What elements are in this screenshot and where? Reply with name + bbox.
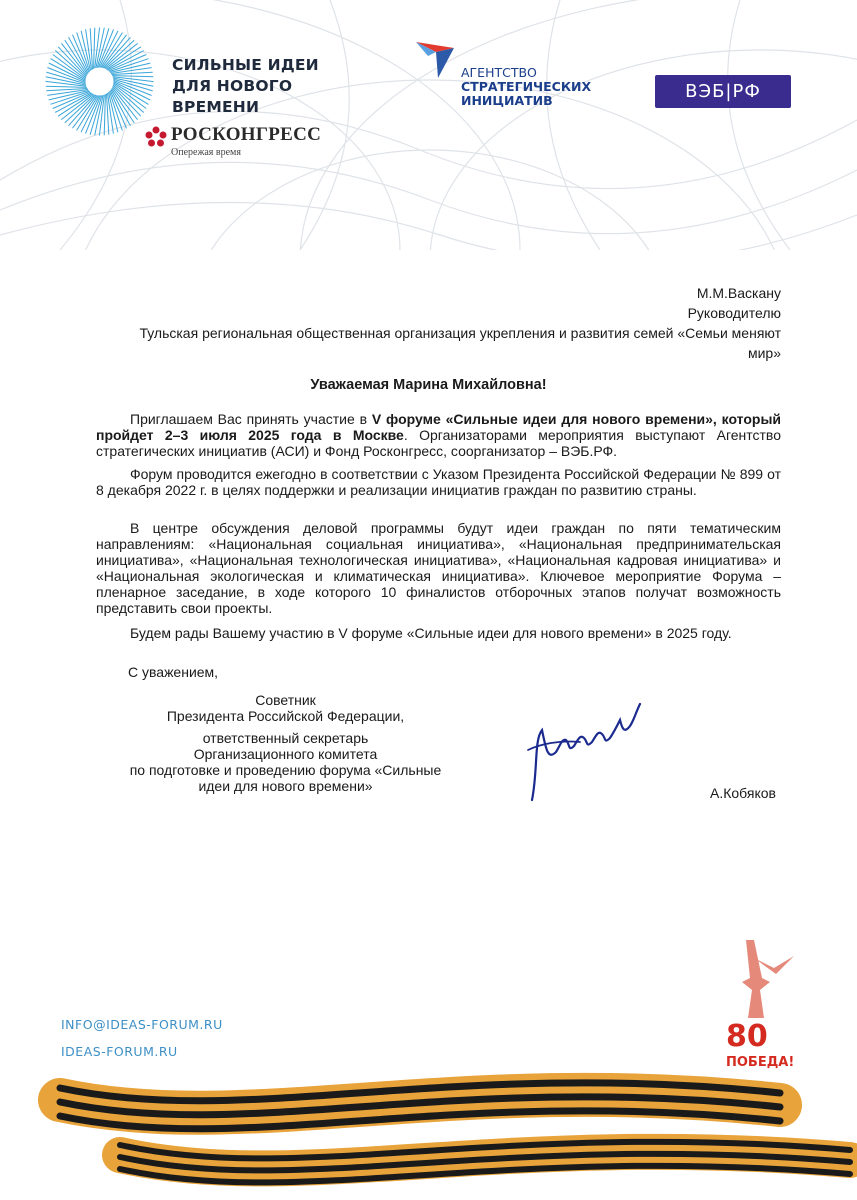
burst-ray <box>112 76 153 77</box>
addressee-block <box>139 283 781 363</box>
forum-logo-line2: ДЛЯ НОВОГО <box>172 77 293 95</box>
roscongress-flower-icon <box>145 126 167 148</box>
handwritten-signature <box>520 690 650 810</box>
signer-line3: ответственный секретарь <box>202 730 369 746</box>
closing: С уважением, <box>128 664 219 680</box>
victory-80-badge <box>724 938 804 1078</box>
greeting: Уважаемая Марина Михайловна! <box>310 377 547 393</box>
addressee-org-line1: Тульская региональная общественная организация укрепления и развития семей «Семьи меняют <box>139 325 781 341</box>
forum-logo-line1: СИЛЬНЫЕ ИДЕИ <box>172 56 319 74</box>
contact-website[interactable]: IDEAS-FORUM.RU <box>61 1044 178 1059</box>
letter-paragraph-3 <box>96 520 781 616</box>
forum-logo-line3: ВРЕМЕНИ <box>172 98 260 116</box>
asi-line3: ИНИЦИАТИВ <box>461 93 553 108</box>
p3-text: В центре обсуждения деловой программы будут идеи граждан по пяти тематическим направлениям: «Национальная социальная инициатива», «Национальная предпринимательская инициатива», «Национальная технологическая инициатива», «Национальная кадровая инициатива» и «Национальная экологическая и климатическая инициатива». Ключевое мероприятие Форума – пленарное заседание, в ходе которого 10 финалистов отборочных этапов получат возможность представить свои проекты. <box>96 520 781 616</box>
p4-text: Будем рады Вашему участию в V форуме «Сильные идеи для нового времени» в 2025 году. <box>130 625 732 641</box>
signer-line1: Советник <box>255 692 316 708</box>
asi-line1: АГЕНТСТВО <box>461 65 537 80</box>
burst-ray <box>104 94 105 135</box>
victory-number: 80 <box>726 1019 768 1054</box>
asi-line2: СТРАТЕГИЧЕСКИХ <box>461 79 592 94</box>
p1-text-end: . Организаторами мероприятия выступают Агентство стратегических инициатив (АСИ) и Фонд Росконгресс, соорганизатор – ВЭБ.РФ. <box>96 427 782 459</box>
letter-paragraph-4 <box>96 625 781 641</box>
forum-logo-title <box>172 55 319 118</box>
roscongress-tagline: Опережая время <box>171 147 241 158</box>
asi-arrow-icon <box>414 38 464 80</box>
signer-name: А.Кобяков <box>710 785 776 801</box>
signer-block <box>118 692 453 794</box>
st-george-ribbon <box>0 1060 857 1200</box>
letter-paragraph-2 <box>96 466 781 498</box>
addressee-position: Руководителю <box>687 305 781 321</box>
signer-line5: по подготовке и проведению форума «Сильные <box>129 762 442 778</box>
contact-email[interactable]: INFO@IDEAS-FORUM.RU <box>61 1017 223 1032</box>
addressee-name: М.М.Васкану <box>696 285 781 301</box>
roscongress-name: РОСКОНГРЕСС <box>171 124 322 145</box>
signer-line2: Президента Российской Федерации, <box>166 708 405 724</box>
signer-line4: Организационного комитета <box>193 746 378 762</box>
victory-text: ПОБЕДА! <box>726 1055 795 1070</box>
veb-logo <box>655 75 791 108</box>
letter-paragraph-1 <box>96 411 781 459</box>
addressee-org-line2: мир» <box>747 345 781 361</box>
burst-ray <box>94 28 95 69</box>
p1-text-start: Приглашаем Вас принять участие в <box>130 411 372 427</box>
signer-line6: идеи для нового времени» <box>198 778 373 794</box>
asi-text <box>461 66 591 108</box>
p1-bold-text: V форуме «Сильные идеи для нового времени», который пройдет 2–3 июля 2025 года в Москве <box>96 411 782 443</box>
veb-logo-text: ВЭБ|РФ <box>685 81 761 102</box>
p2-text: Форум проводится ежегодно в соответствии с Указом Президента Российской Федерации № 899 от 8 декабря 2022 г. в целях поддержки и реализации инициатив граждан по развитию страны. <box>96 466 781 498</box>
forum-burst-logo <box>42 24 157 139</box>
burst-ray <box>46 86 87 87</box>
